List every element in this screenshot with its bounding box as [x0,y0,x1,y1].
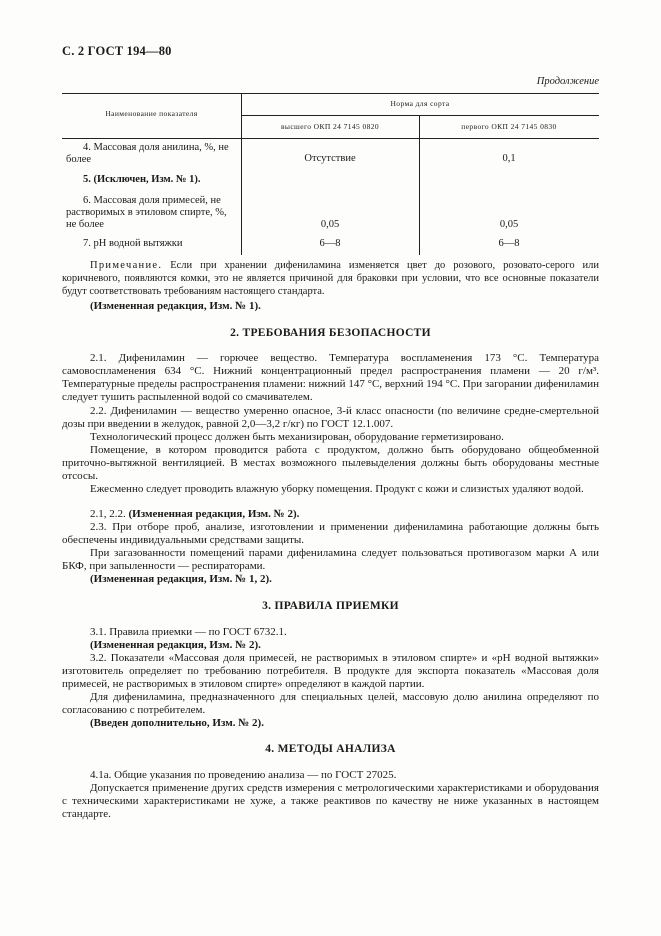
amendment-note-1: (Измененная редакция, Изм. № 1). [90,300,261,312]
section-2-paragraph-1: 2.1. Дифениламин — горючее вещество. Температура воспламенения 173 °С. Температура самовоспламенения 634 °С. Нижний концентрационный предел распространения пламени — 20 г/м³. Температурные пределы распространения пламени: нижний 147 °С, верхний 194 °С. При загорании дифениламин следует тушить распыленной водой со смачивателем. [62,352,599,403]
clause-refs: 2.1, 2.2. [90,508,129,520]
table-row-5-name: 5. (Исключен, Изм. № 1). [83,174,201,185]
section-3-paragraph-2: 3.2. Показатели «Массовая доля примесей, не растворимых в этиловом спирте» и «pH водной вытяжки» изготовитель определяет по требованию потребителя. В продукте для экспорта показатель «Массовая доля примесей, не растворимых в этиловом спирте» определяют в каждой партии. [62,652,599,690]
table-header-name: Наименование показателя [105,109,198,118]
table-row-4-grade-1: Отсутствие [304,153,356,164]
section-3-paragraph-1: 3.1. Правила приемки — по ГОСТ 6732.1. [90,626,287,638]
table-row-4-grade-2: 0,1 [502,153,516,164]
section-2-title: 2. ТРЕБОВАНИЯ БЕЗОПАСНОСТИ [230,327,431,339]
table-note [62,259,599,298]
continuation-label: Продолжение [536,76,599,87]
section-2-paragraph-6 [62,508,599,521]
section-2-paragraph-8: При загазованности помещений парами дифениламина следует пользоваться противогазом марки А или БКФ, при запыленности — респираторами. [62,547,599,572]
note-label: Примечание. [90,260,163,271]
section-3-amendment-2: (Введен дополнительно, Изм. № 2). [90,717,264,729]
table-column-divider [419,115,420,255]
section-4-title: 4. МЕТОДЫ АНАЛИЗА [265,743,396,755]
table-row-7-name: 7. pH водной вытяжки [83,238,183,249]
section-3-amendment-1: (Измененная редакция, Изм. № 2). [90,639,261,651]
specification-table [62,93,599,255]
table-row-6-grade-1: 0,05 [320,219,340,230]
table-header-grade-2: первого ОКП 24 7145 0830 [461,122,557,131]
running-head: С. 2 ГОСТ 194—80 [62,44,172,58]
table-top-rule [62,93,599,94]
section-3-paragraph-3: Для дифениламина, предназначенного для специальных целей, массовую долю анилина определяют по согласованию с потребителем. [62,691,599,716]
table-row-7-grade-2: 6—8 [498,238,520,249]
section-3-title: 3. ПРАВИЛА ПРИЕМКИ [262,600,399,612]
table-header-rule [62,138,599,139]
amendment-note: (Измененная редакция, Изм. № 2). [128,508,300,520]
section-2-paragraph-2: 2.2. Дифениламин — вещество умеренно опасное, 3-й класс опасности (по величине средне-смертельной дозы при введении в желудок, равной 2,0—3,2 г/кг) по ГОСТ 12.1.007. [62,405,599,430]
table-row-6-grade-2: 0,05 [499,219,519,230]
table-row-4-name: 4. Массовая доля анилина, %, не более [66,142,229,165]
section-2-amendment: (Измененная редакция, Изм. № 1, 2). [90,573,272,585]
table-row-7-grade-1: 6—8 [319,238,341,249]
table-header-norm: Норма для сорта [390,99,450,108]
section-2-paragraph-5: Ежесменно следует проводить влажную уборку помещения. Продукт с кожи и слизистых удаляют водой. [90,483,584,495]
section-2-paragraph-7: 2.3. При отборе проб, анализе, изготовлении и применении дифениламина работающие должны быть обеспечены индивидуальными средствами защиты. [62,521,599,546]
section-4-paragraph-2: Допускается применение других средств измерения с метрологическими характеристиками и оборудования с техническими характеристиками не хуже, а также реактивов по качеству не ниже указанных в настоящем стандарте. [62,782,599,820]
section-4-paragraph-1: 4.1а. Общие указания по проведению анализа — по ГОСТ 27025. [90,769,397,781]
section-2-paragraph-3: Технологический процесс должен быть механизирован, оборудование герметизировано. [90,431,504,443]
table-row-6-name: 6. Массовая доля примесей, не растворимых в этиловом спирте, %, не более [66,195,227,230]
table-subheader-rule [241,115,599,116]
section-2-paragraph-4: Помещение, в котором проводится работа с продуктом, должно быть оборудовано общеобменной приточно-вытяжной вентиляцией. В местах возможного пылевыделения должны быть оборудованы местные отсосы. [62,444,599,482]
table-header-grade-1: высшего ОКП 24 7145 0820 [280,122,380,131]
note-text: Если при хранении дифениламина изменяется цвет до розового, розовато-серого или коричневого, появляются комки, это не является причиной для браковки при условии, что все основные показатели будут соответствовать требованиям настоящего стандарта. [62,260,599,297]
